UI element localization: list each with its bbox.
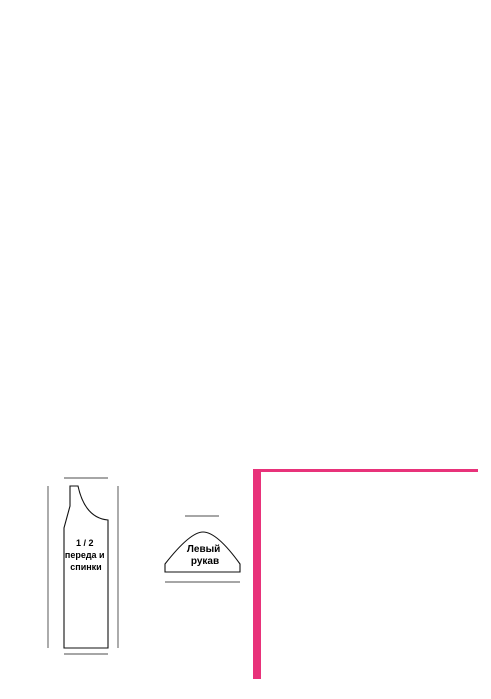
body-schematic bbox=[30, 458, 160, 693]
sleeve-piece-label: Левый рукав bbox=[186, 544, 221, 567]
model-accent-line bbox=[253, 469, 478, 472]
knitting-chart bbox=[62, 44, 462, 334]
sleeve-schematic bbox=[145, 494, 255, 614]
body-piece-label: 1 / 2 переда и спинки bbox=[64, 538, 105, 572]
